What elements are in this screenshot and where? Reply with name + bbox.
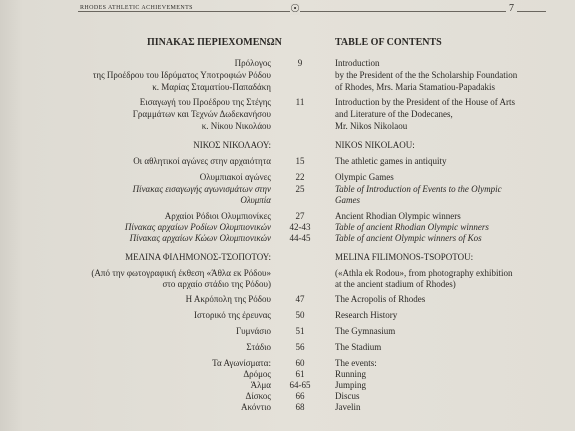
section-author-greek: ΝΙΚΟΣ ΝΙΚΟΛΑΟΥ: (193, 140, 271, 150)
entry-english: of Rhodes, Mrs. Maria Stamatiou-Papadakis (335, 82, 495, 92)
item-page: 60 (295, 358, 305, 368)
section-note-english: («Athla ek Rodou», from photography exhibition (335, 268, 513, 278)
toc-heading-greek: ΠΙΝΑΚΑΣ ΠΕΡΙΕΧΟΜΕΝΩΝ (147, 37, 282, 48)
entry-greek: Εισαγωγή του Προέδρου της Στέγης (139, 97, 271, 107)
page-number: 7 (506, 3, 517, 14)
item-page: 68 (295, 402, 305, 412)
item-english: The Gymnasium (335, 326, 396, 336)
section-author-english: MELINA FILIMONOS-TSOPOTOU: (335, 252, 474, 262)
item-greek: Γυμνάσιο (235, 326, 271, 336)
item-english: The Acropolis of Rhodes (335, 294, 426, 304)
item-greek: Ολυμπιακοί αγώνες (199, 172, 271, 182)
item-greek: Πίνακας αρχαίων Κώων Ολυμπιονικών (129, 233, 271, 243)
item-page: 25 (295, 184, 305, 194)
toc-heading-english: TABLE OF CONTENTS (335, 37, 442, 48)
entry-english: Mr. Nikos Nikolaou (335, 121, 408, 131)
item-greek: Τα Αγωνίσματα: (212, 358, 271, 368)
entry-greek: κ. Νίκου Νικολάου (201, 121, 271, 131)
item-english: The athletic games in antiquity (335, 156, 447, 166)
section-note-greek: (Από την φωτογραφική έκθεση «Άθλα εκ Ρόδου» (91, 268, 271, 278)
item-page: 27 (295, 211, 305, 221)
item-greek: Πίνακας εισαγωγής αγωνισμάτων στην (132, 184, 271, 194)
item-greek: Ακόντιο (241, 402, 271, 412)
item-page: 61 (295, 369, 305, 379)
entry-english: by the President of the the Scholarship Foundation (335, 70, 518, 80)
section-note-english: at the ancient stadium of Rhodes) (335, 279, 456, 289)
item-page: 56 (295, 342, 305, 352)
item-english: Olympic Games (335, 172, 394, 182)
item-english: Table of Introduction of Events to the Olympic (335, 184, 502, 194)
entry-english: Introduction by the President of the House of Arts (335, 97, 515, 107)
entry-greek: της Προέδρου του Ιδρύματος Υποτροφιών Ρόδου (92, 70, 271, 80)
wreath-icon: ☉ (290, 3, 300, 15)
entry-greek: Γραμμάτων και Τεχνών Δωδεκανήσου (132, 109, 271, 119)
entry-page: 11 (295, 97, 305, 107)
item-greek: Ιστορικό της έρευνας (194, 310, 271, 320)
entry-greek: Πρόλογος (234, 58, 271, 68)
item-page: 15 (295, 156, 305, 166)
item-english: Discus (335, 391, 360, 401)
item-greek: Άλμα (250, 380, 271, 390)
item-greek: Στάδιο (246, 342, 271, 352)
item-greek: Δρόμος (243, 369, 271, 379)
item-greek: Οι αθλητικοί αγώνες στην αρχαιότητα (133, 156, 271, 166)
item-english: Research History (335, 310, 398, 320)
section-note-greek: στο αρχαίο στάδιο της Ρόδου) (162, 279, 271, 289)
item-english: The Stadium (335, 342, 382, 352)
entry-greek: κ. Μαρίας Σταματίου-Παπαδάκη (152, 82, 271, 92)
item-page: 64-65 (289, 380, 311, 390)
item-page: 42-43 (289, 222, 311, 232)
item-english: Games (335, 195, 360, 205)
item-greek: Ολυμπία (240, 195, 271, 205)
item-page: 51 (295, 326, 305, 336)
running-head: RHODES ATHLETIC ACHIEVEMENTS (80, 5, 197, 11)
item-page: 44-45 (289, 233, 311, 243)
item-english: Ancient Rhodian Olympic winners (335, 211, 461, 221)
item-page: 50 (295, 310, 305, 320)
item-english: The events: (335, 358, 377, 368)
item-english: Running (335, 369, 367, 379)
entry-page: 9 (297, 58, 303, 68)
section-author-greek: ΜΕΛΙΝΑ ΦΙΛΗΜΟΝΟΣ-ΤΣΟΠΟΤΟΥ: (125, 252, 271, 262)
entry-english: Introduction (335, 58, 380, 68)
item-page: 66 (295, 391, 305, 401)
item-page: 22 (295, 172, 305, 182)
item-greek: Πίνακας αρχαίων Ροδίων Ολυμπιονικών (124, 222, 271, 232)
item-greek: Αρχαίοι Ρόδιοι Ολυμπιονίκες (164, 211, 271, 221)
entry-english: and Literature of the Dodecanes, (335, 109, 453, 119)
header-rule (78, 11, 546, 12)
item-english: Javelin (335, 402, 361, 412)
item-english: Jumping (335, 380, 367, 390)
item-greek: Η Ακρόπολη της Ρόδου (185, 294, 271, 304)
item-page: 47 (295, 294, 305, 304)
item-english: Table of ancient Olympic winners of Kos (335, 233, 482, 243)
item-english: Table of ancient Rhodian Olympic winners (335, 222, 489, 232)
item-greek: Δίσκος (245, 391, 271, 401)
section-author-english: NIKOS NIKOLAOU: (335, 140, 415, 150)
